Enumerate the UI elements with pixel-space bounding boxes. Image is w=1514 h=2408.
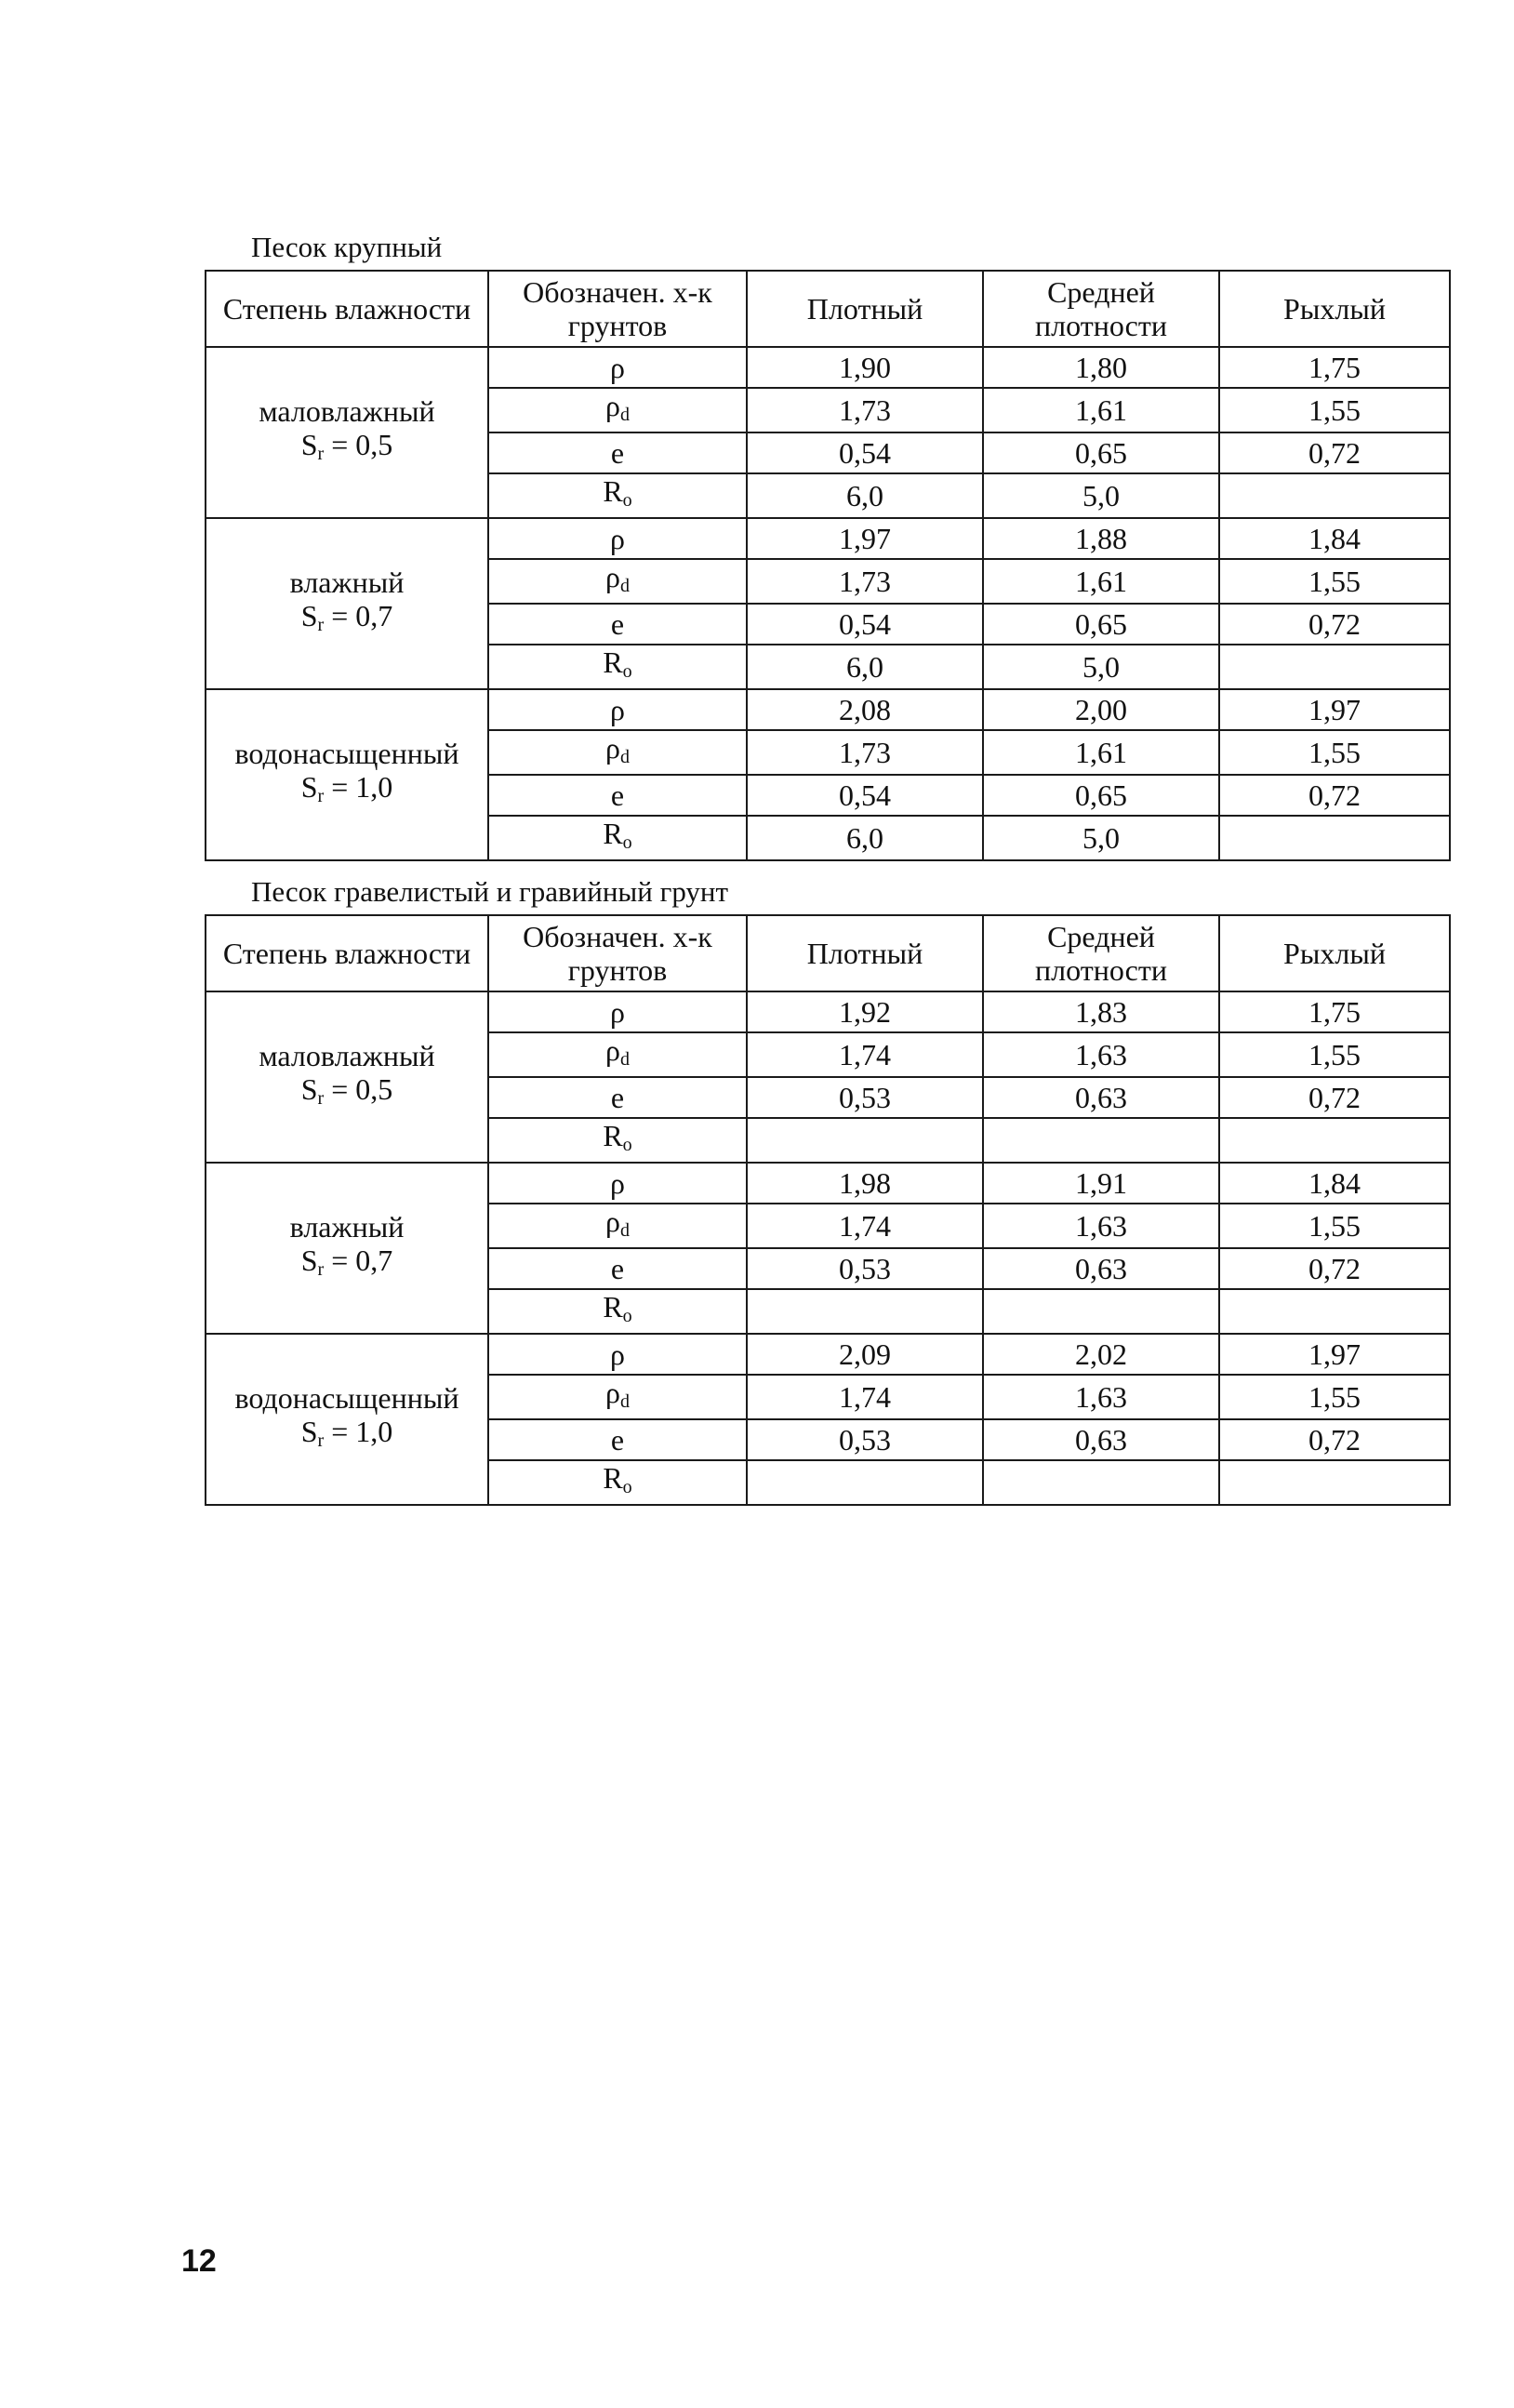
table-gravel-sand	[205, 914, 1451, 1506]
value-loose: 1,55	[1219, 1032, 1450, 1077]
value-medium: 5,0	[983, 645, 1219, 689]
value-dense: 1,73	[747, 730, 983, 775]
saturation-value: = 1,0	[331, 770, 393, 804]
symbol-e: e	[488, 1419, 747, 1460]
symbol-rho: ρ	[488, 518, 747, 559]
value-dense	[747, 1289, 983, 1334]
value-loose: 0,72	[1219, 432, 1450, 473]
symbol-e: e	[488, 1077, 747, 1118]
value-dense: 6,0	[747, 645, 983, 689]
symbol-rho-d: $\rho_d$	[488, 1032, 747, 1077]
saturation-value: = 0,5	[331, 428, 393, 461]
header-moisture: Степень влажности	[206, 915, 488, 991]
value-dense: 1,92	[747, 991, 983, 1032]
symbol-rho: ρ	[488, 689, 747, 730]
value-loose: 0,72	[1219, 1248, 1450, 1289]
value-loose: 1,84	[1219, 1163, 1450, 1204]
symbol-e: e	[488, 1248, 747, 1289]
value-loose	[1219, 1460, 1450, 1505]
page-number: 12	[181, 2243, 217, 2279]
value-medium	[983, 1118, 1219, 1163]
value-dense: 1,97	[747, 518, 983, 559]
value-medium: 1,61	[983, 730, 1219, 775]
table-row	[206, 347, 1450, 388]
value-dense: 0,53	[747, 1077, 983, 1118]
header-dense: Плотный	[747, 915, 983, 991]
value-medium: 2,02	[983, 1334, 1219, 1375]
value-loose: 1,55	[1219, 1375, 1450, 1419]
moisture-group	[206, 1163, 488, 1334]
header-loose: Рыхлый	[1219, 271, 1450, 347]
moisture-group	[206, 991, 488, 1163]
moisture-group	[206, 1334, 488, 1505]
header-row	[206, 271, 1450, 347]
value-medium: 0,63	[983, 1419, 1219, 1460]
header-medium: Средней плотности	[983, 915, 1219, 991]
moisture-group-name: маловлажный	[259, 394, 435, 428]
value-dense: 1,90	[747, 347, 983, 388]
value-loose: 1,75	[1219, 991, 1450, 1032]
value-medium: 0,65	[983, 604, 1219, 645]
value-medium: 1,80	[983, 347, 1219, 388]
saturation-value: = 0,5	[331, 1072, 393, 1106]
symbol-r0: $R_o$	[488, 816, 747, 860]
saturation-degree: $S_r = 1,0$	[300, 1415, 393, 1451]
symbol-r0: $R_o$	[488, 1118, 747, 1163]
header-row	[206, 915, 1450, 991]
value-medium: 0,63	[983, 1248, 1219, 1289]
symbol-rho-d: $\rho_d$	[488, 559, 747, 604]
value-dense: 2,08	[747, 689, 983, 730]
value-dense: 1,74	[747, 1204, 983, 1248]
value-loose: 1,75	[1219, 347, 1450, 388]
symbol-e: e	[488, 604, 747, 645]
symbol-r0: $R_o$	[488, 473, 747, 518]
value-medium: 1,88	[983, 518, 1219, 559]
value-medium: 0,65	[983, 775, 1219, 816]
value-dense: 1,98	[747, 1163, 983, 1204]
value-loose	[1219, 473, 1450, 518]
moisture-group-name: маловлажный	[259, 1039, 435, 1072]
saturation-degree: $S_r = 0,5$	[300, 428, 393, 464]
value-medium: 1,61	[983, 388, 1219, 432]
value-dense: 1,73	[747, 559, 983, 604]
saturation-degree: $S_r = 0,5$	[300, 1072, 393, 1109]
header-dense: Плотный	[747, 271, 983, 347]
value-dense: 0,53	[747, 1248, 983, 1289]
table-2-caption: Песок гравелистый и гравийный грунт	[251, 875, 729, 908]
table-row	[206, 1334, 1450, 1375]
value-dense: 1,74	[747, 1032, 983, 1077]
value-dense: 0,53	[747, 1419, 983, 1460]
header-designation: Обозначен. х-к грунтов	[488, 915, 747, 991]
value-loose: 0,72	[1219, 1077, 1450, 1118]
value-medium: 1,63	[983, 1204, 1219, 1248]
symbol-r0: $R_o$	[488, 1289, 747, 1334]
table-row	[206, 1163, 1450, 1204]
value-medium: 1,83	[983, 991, 1219, 1032]
value-loose: 1,55	[1219, 1204, 1450, 1248]
value-loose: 0,72	[1219, 604, 1450, 645]
moisture-group-name: водонасыщенный	[234, 737, 459, 770]
value-loose: 1,84	[1219, 518, 1450, 559]
value-medium: 1,91	[983, 1163, 1219, 1204]
value-medium: 1,63	[983, 1032, 1219, 1077]
value-loose: 1,55	[1219, 559, 1450, 604]
value-dense: 0,54	[747, 432, 983, 473]
symbol-rho: ρ	[488, 1334, 747, 1375]
symbol-rho: ρ	[488, 991, 747, 1032]
table-row	[206, 991, 1450, 1032]
symbol-rho-d: $\rho_d$	[488, 1204, 747, 1248]
table-coarse-sand	[205, 270, 1451, 861]
value-medium: 5,0	[983, 473, 1219, 518]
header-loose: Рыхлый	[1219, 915, 1450, 991]
symbol-r0: $R_o$	[488, 1460, 747, 1505]
value-medium: 1,61	[983, 559, 1219, 604]
moisture-group	[206, 689, 488, 860]
value-medium	[983, 1289, 1219, 1334]
value-medium	[983, 1460, 1219, 1505]
symbol-rho-d: $\rho_d$	[488, 388, 747, 432]
value-medium: 0,63	[983, 1077, 1219, 1118]
value-loose	[1219, 645, 1450, 689]
value-dense: 0,54	[747, 775, 983, 816]
symbol-r0: $R_o$	[488, 645, 747, 689]
moisture-group-name: влажный	[289, 565, 405, 599]
symbol-rho-d: $\rho_d$	[488, 730, 747, 775]
saturation-degree: $S_r = 0,7$	[300, 1244, 393, 1280]
value-loose	[1219, 816, 1450, 860]
value-medium: 2,00	[983, 689, 1219, 730]
table-row	[206, 518, 1450, 559]
saturation-value: = 0,7	[331, 1244, 393, 1277]
value-dense	[747, 1118, 983, 1163]
table-1-caption: Песок крупный	[251, 231, 443, 263]
value-dense: 1,73	[747, 388, 983, 432]
value-loose: 1,55	[1219, 730, 1450, 775]
moisture-group	[206, 347, 488, 518]
value-loose	[1219, 1289, 1450, 1334]
value-dense: 2,09	[747, 1334, 983, 1375]
value-loose	[1219, 1118, 1450, 1163]
moisture-group	[206, 518, 488, 689]
value-loose: 1,97	[1219, 689, 1450, 730]
value-dense	[747, 1460, 983, 1505]
symbol-rho: ρ	[488, 347, 747, 388]
value-loose: 0,72	[1219, 1419, 1450, 1460]
symbol-rho: ρ	[488, 1163, 747, 1204]
saturation-value: = 0,7	[331, 599, 393, 632]
value-dense: 0,54	[747, 604, 983, 645]
table-row	[206, 689, 1450, 730]
saturation-degree: $S_r = 1,0$	[300, 770, 393, 806]
value-loose: 1,55	[1219, 388, 1450, 432]
header-designation: Обозначен. х-к грунтов	[488, 271, 747, 347]
value-medium: 1,63	[983, 1375, 1219, 1419]
value-dense: 6,0	[747, 816, 983, 860]
symbol-e: e	[488, 775, 747, 816]
header-moisture: Степень влажности	[206, 271, 488, 347]
value-medium: 0,65	[983, 432, 1219, 473]
moisture-group-name: влажный	[289, 1210, 405, 1244]
value-dense: 1,74	[747, 1375, 983, 1419]
saturation-degree: $S_r = 0,7$	[300, 599, 393, 635]
moisture-group-name: водонасыщенный	[234, 1381, 459, 1415]
symbol-rho-d: $\rho_d$	[488, 1375, 747, 1419]
value-dense: 6,0	[747, 473, 983, 518]
value-loose: 0,72	[1219, 775, 1450, 816]
symbol-e: e	[488, 432, 747, 473]
saturation-value: = 1,0	[331, 1415, 393, 1448]
value-loose: 1,97	[1219, 1334, 1450, 1375]
value-medium: 5,0	[983, 816, 1219, 860]
header-medium: Средней плотности	[983, 271, 1219, 347]
